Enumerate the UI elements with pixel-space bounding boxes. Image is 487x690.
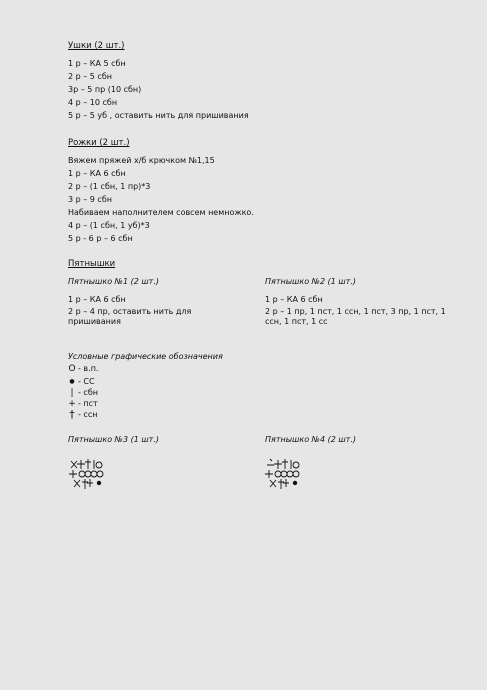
spot1-row-2: 2 р – 4 пр, оставить нить для пришивания	[68, 307, 192, 326]
cross-icon: +	[68, 399, 76, 409]
spot3-x-mark	[71, 461, 77, 468]
ears-row-2: 2 р – 5 сбн	[68, 72, 112, 81]
legend-item-text: - сбн	[78, 388, 98, 397]
legend-item-text: - пст	[78, 399, 98, 408]
horns-heading: Рожки (2 шт.)	[68, 138, 130, 148]
spot3-dagger-bottom	[82, 479, 88, 489]
ears-row-1: 1 р – КА 5 сбн	[68, 59, 126, 68]
horns-row-1: Вяжем пряжей х/б крючком №1,15	[68, 156, 215, 165]
spot3-dagger-mark	[85, 459, 91, 469]
legend-title: Условные графические обозначения	[68, 352, 223, 361]
spot4-ring-1	[275, 471, 281, 477]
spot2-row-1: 1 р – КА 6 сбн	[265, 295, 323, 304]
dot-icon: ●	[69, 378, 75, 385]
spot4-ring-2	[281, 471, 287, 477]
legend-item-text: - в.п.	[78, 364, 99, 373]
horns-row-5: Набиваем наполнителем совсем немножко.	[68, 208, 254, 217]
spot4-cross-mark	[274, 460, 282, 469]
spot4-ring-4	[293, 471, 299, 477]
spot3-chain-top	[96, 462, 102, 468]
spot3-slip-dot	[97, 481, 101, 485]
dagger-icon: †	[69, 408, 75, 421]
spot4-cross-bottom	[283, 479, 289, 487]
horns-row-7: 5 р - 6 р – 6 сбн	[68, 234, 133, 243]
legend-item-slip	[68, 377, 95, 387]
spot3-left-cross	[69, 470, 77, 478]
ears-row-4: 4 р – 10 сбн	[68, 98, 118, 107]
spot4-x-mark-bottom	[270, 480, 276, 487]
spot1-title: Пятнышко №1 (2 шт.)	[68, 277, 159, 286]
spot2-title: Пятнышко №2 (1 шт.)	[265, 277, 356, 286]
legend-item-dc	[68, 410, 97, 420]
ears-row-5: 5 р – 5 уб , оставить нить для пришивания	[68, 111, 249, 120]
spot4-left-cross	[265, 470, 273, 478]
circle-icon: O	[68, 364, 76, 374]
legend-item-text: - СС	[78, 377, 95, 386]
spot4-dagger-mark	[282, 459, 288, 469]
spot3-ring-1	[79, 471, 85, 477]
spots-heading: Пятнышки	[68, 259, 116, 269]
spot4-ring-3	[287, 471, 293, 477]
horns-row-3: 2 р – (1 сбн, 1 пр)*3	[68, 182, 151, 191]
spot3-cross-mark	[77, 460, 85, 469]
spot1-row-1: 1 р – КА 6 сбн	[68, 295, 126, 304]
spot4-slip-dot	[293, 481, 297, 485]
legend-item-chain	[68, 364, 98, 374]
spot3-ring-3	[91, 471, 97, 477]
bar-icon: |	[70, 388, 74, 398]
horns-row-6: 4 р – (1 сбн, 1 уб)*3	[68, 221, 150, 230]
spot4-chain-top	[293, 462, 299, 468]
spot3-ring-2	[85, 471, 91, 477]
horns-row-4: 3 р – 9 сбн	[68, 195, 112, 204]
spot4-dash-mark	[267, 459, 274, 465]
spot2-row-2: 2 р – 1 пр, 1 пст, 1 ссн, 1 пст, 3 пр, 1 пст, 1 ссн, 1 пст, 1 сс	[265, 307, 446, 326]
spot4-title: Пятнышко №4 (2 шт.)	[265, 435, 356, 444]
spot3-ring-4	[97, 471, 103, 477]
ears-heading: Ушки (2 шт.)	[68, 41, 125, 51]
horns-row-2: 1 р – КА 6 сбн	[68, 169, 126, 178]
spot3-x-mark-bottom	[74, 480, 80, 487]
spot3-title: Пятнышко №3 (1 шт.)	[68, 435, 159, 444]
spot3-diagram	[66, 455, 116, 495]
ears-row-3: 3р – 5 пр (10 сбн)	[68, 85, 142, 94]
legend-item-sc	[68, 388, 98, 398]
spot4-dagger-bottom	[278, 479, 284, 489]
legend-item-text: - ссн	[78, 410, 98, 419]
spot4-diagram	[262, 455, 312, 495]
spot3-cross-bottom	[87, 479, 93, 487]
